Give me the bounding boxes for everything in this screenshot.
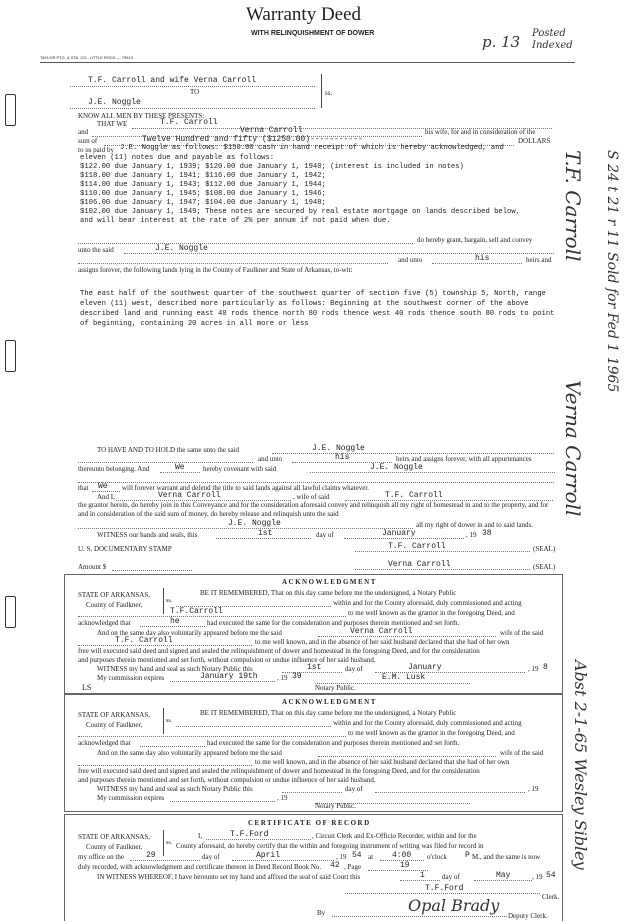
ack1-day-of: day of	[345, 665, 363, 673]
sum-value: Twelve Hundred and fifty ($1250.00)-----------	[142, 135, 363, 144]
grant-line	[78, 243, 413, 244]
ack1-month: January	[408, 663, 442, 672]
wife-of-label: , wife of said	[293, 493, 330, 501]
grantor-names: T.F. Carroll and wife Verna Carroll	[88, 76, 257, 85]
cert-m-label: M., and the same is now	[472, 853, 541, 861]
and-value: Verna Carroll	[240, 126, 303, 135]
ack1-husband-name: T.F. Carroll	[115, 636, 173, 645]
page-note: p. 13	[482, 33, 521, 51]
know-all-men: KNOW ALL MEN BY THESE PRESENTS:	[78, 112, 205, 120]
binder-hole-2	[5, 340, 16, 372]
cert-month: May	[496, 871, 511, 880]
cert-clerk-label: Clerk.	[542, 893, 560, 901]
grantor-line	[70, 86, 315, 87]
to-have-value: J.E. Noggle	[312, 444, 365, 453]
ack2-commission: My commission expires	[97, 794, 165, 802]
cert-day: 1	[420, 871, 425, 880]
cert-clerk-name: T.F.Ford	[230, 830, 269, 839]
cert-meridiem: P	[465, 851, 470, 860]
cert-office-day: 29	[146, 851, 156, 860]
posted-indexed-note: Posted Indexed	[532, 28, 573, 51]
thereunto-text: thereunto belonging. And	[78, 465, 150, 473]
to-have-label: TO HAVE AND TO HOLD the same unto the said	[97, 446, 239, 454]
parties-brace	[317, 74, 322, 108]
ack1-grantor-name: T.F.Carroll	[170, 607, 223, 616]
cert-page-no: 19	[400, 861, 410, 870]
ack1-ls: LS	[82, 683, 92, 692]
unto-said-label: unto the said	[78, 246, 114, 254]
ack1-commission-date: January 19th	[200, 672, 258, 681]
that-we-label: THAT WE	[97, 120, 128, 128]
ack2-pronoun-line	[140, 746, 205, 747]
notes-line-2: $122.00 due January 1, 1939; $120.00 due January 1, 1940; (interest is included in notes)	[80, 163, 464, 171]
witness-text: WITNESS our hands and seals, this	[97, 531, 198, 539]
ack2-year-prefix: , 19	[528, 785, 539, 793]
ack2-acknowledged: acknowledged that	[78, 739, 131, 747]
assigns-text: assigns forever, the following lands lying in the County of Faulkner and State of Arkansas, to-wit:	[78, 266, 353, 274]
ack1-witness-hand: WITNESS my hand and seal as such Notary Public this	[97, 665, 253, 673]
amount-label: Amount $	[78, 563, 107, 571]
ack1-remembered: BE IT REMEMBERED, That on this day came before me the undersigned, a Notary Public	[200, 589, 457, 597]
cert-at-label: at	[368, 853, 374, 861]
ack1-year: 8	[543, 663, 548, 672]
ack1-notary-label: Notary Public.	[315, 684, 356, 692]
margin-note-3: Verna Carroll	[561, 380, 585, 517]
witness-year: 38	[482, 529, 492, 538]
binder-hole-3	[5, 596, 16, 628]
ack2-notary-label: Notary Public.	[315, 802, 356, 810]
habendum-line-3	[78, 482, 554, 483]
habendum-line-2	[78, 462, 253, 463]
we-value: We	[175, 463, 185, 472]
and-unto-label: and unto	[398, 256, 423, 264]
ack1-free-will-1: free will executed said deed and signed and sealed the relinquishment of dower and homestead in the foregoing Deed, and for the consideration	[78, 647, 480, 655]
that-we-line-2	[92, 491, 120, 492]
ack1-grantor-known: to me well known as the grantor in the foregoing Deed, and	[348, 609, 515, 617]
witness-day: 1st	[258, 529, 273, 538]
ack1-commission-line	[170, 681, 275, 682]
ack1-had-executed: had executed the same for the consideration and purposes therein mentioned and set forth.	[207, 619, 460, 627]
binder-hole-1	[5, 94, 16, 126]
notes-line-5: $110.00 due January 1, 1945; $108.00 due January 1, 1946;	[80, 190, 326, 198]
notes-line-4: $114.00 due January 1, 1943; $112.00 due January 1, 1944;	[80, 181, 326, 189]
witness-month: January	[382, 529, 416, 538]
parties-ss: ss.	[325, 89, 333, 97]
seal-1: (SEAL)	[533, 545, 556, 553]
cert-day-of: day of	[202, 853, 220, 861]
cert-office-month-line	[232, 860, 334, 861]
stamp-label: U. S. DOCUMENTARY STAMP	[78, 545, 172, 553]
release-value: J.E. Noggle	[228, 519, 281, 528]
ack2-husband-line	[78, 765, 252, 766]
cert-deputy-label: Deputy Clerk.	[508, 912, 548, 920]
ack2-brace	[160, 708, 164, 734]
witness-day-of: day of	[316, 531, 334, 539]
covenant-line	[310, 472, 555, 473]
ack1-within: within and for the County aforesaid, duly commissioned and acting	[333, 599, 522, 607]
witness-day-line	[216, 538, 311, 539]
to-have-line	[272, 453, 554, 454]
ack1-wife-line	[318, 636, 496, 637]
cert-deputy-sig: Opal Brady	[408, 896, 500, 915]
signature-2-line	[355, 569, 530, 570]
ack2-had-executed: had executed the same for the consideration and purposes therein mentioned and set forth.	[207, 739, 460, 747]
ack2-within: within and for the County aforesaid, duly commissioned and acting	[333, 719, 522, 727]
cert-year: 54	[546, 871, 556, 880]
cert-heading: CERTIFICATE OF RECORD	[248, 819, 371, 827]
wife-of-value: T.F. Carroll	[385, 491, 443, 500]
amount-line	[112, 570, 192, 571]
we-value-2: We	[98, 482, 108, 491]
ack2-wife-line	[318, 756, 496, 757]
we-line	[160, 472, 200, 473]
grantee-line	[70, 108, 315, 109]
witness-year-prefix: , 19	[466, 531, 477, 539]
cert-recorded-text: duly recorded, with acknowledgment and certificate thereon in Deed Record Book No.	[78, 863, 322, 871]
ack1-heading: ACKNOWLEDGMENT	[282, 578, 377, 586]
ack1-same-day: And on the same day also voluntarily appeared before me the said	[97, 629, 282, 637]
printer-imprint: TAYLOR PTG. & STA. CO., LITTLE ROCK — 79513	[40, 55, 133, 60]
cert-in-witness: IN WITNESS WHEREOF, I have hereunto set my hand and affixed the seal of said Court this	[97, 873, 361, 881]
ack1-county: County of Faulkner,	[86, 601, 143, 609]
unto-said-value: J.E. Noggle	[155, 244, 208, 253]
ack1-pronoun-line	[140, 626, 205, 627]
notes-line-7: $102.00 due January 1, 1949; These notes are secured by real estate mortgage on lands described below,	[80, 208, 520, 216]
cert-i-label: I,	[198, 832, 203, 840]
paid-text: J.E. Noggle as follows: $150.00 cash in hand receipt of which is hereby acknowledged, and	[120, 144, 504, 152]
cert-month-line	[474, 880, 532, 881]
witness-month-line	[344, 538, 464, 539]
cert-oclock: o'clock	[427, 853, 447, 861]
cert-brace	[160, 830, 164, 856]
cert-state: STATE OF ARKANSAS,	[78, 833, 150, 841]
grant-text: do hereby grant, bargain, sell and convey	[417, 236, 533, 244]
legal-description: The east half of the southwest quarter of the southwest quarter of section five (5) township 5, North, range eleven (11) west, described more particularly as follows: Beginning at the southwest corner of the above described land and running east 40 rods thence north 80 rods thence west 40 rods thence south 80 rods to point of beginning, containing 20 acres in all more or less	[80, 290, 555, 328]
ack2-commission-year-prefix: , 19	[277, 794, 288, 802]
cert-office-month: April	[256, 851, 281, 860]
deed-subtitle: WITH RELINQUISHMENT OF DOWER	[251, 30, 375, 37]
margin-note-4: Abst 2-1-65 Wesley Sibley	[571, 660, 590, 870]
and-unto-2: and unto	[258, 455, 283, 463]
ack2-remembered: BE IT REMEMBERED, That on this day came before me the undersigned, a Notary Public	[200, 709, 457, 717]
ack1-state: STATE OF ARKANSAS,	[78, 591, 150, 599]
ack2-month-line	[375, 792, 525, 793]
cert-page-line	[368, 870, 428, 871]
ack2-ss: ss.	[166, 718, 173, 724]
cert-day-line	[400, 880, 440, 881]
ack1-notary-sig: E.M. Lusk	[382, 673, 426, 682]
that-label: that	[78, 484, 89, 492]
and-label: and	[78, 128, 89, 136]
paid-label: to us paid by	[78, 146, 114, 154]
ack2-same-day: And on the same day also voluntarily appeared before me the said	[97, 749, 282, 757]
cert-office-day-line	[130, 860, 200, 861]
dollars-label: DOLLARS	[518, 137, 551, 145]
sum-label: sum of	[78, 137, 98, 145]
ack1-wife-name: Verna Carroll	[350, 627, 413, 636]
notes-line-1: eleven (11) notes due and payable as follows:	[80, 154, 275, 162]
dower-text: the grantor herein, do hereby join in this Conveyance and for the consideration aforesaid convey and relinquish all my right of homestead in and to the property, and for and in consideration of the said sum of money, do hereby release and relinquish unto the said	[78, 501, 549, 518]
ack2-notary-line	[176, 726, 331, 727]
his-value-2: his	[335, 453, 350, 462]
ack1-free-will-2: and purposes therein mentioned and set forth, without compulsion or undue influence of her said husband.	[78, 656, 376, 664]
ack2-day-line	[282, 792, 342, 793]
his-wife-text: his wife, for and in consideration of the	[425, 128, 536, 136]
margin-note-1b: S 24 t 21 r 11 Sold for Fed 1 1965	[604, 150, 620, 393]
ack1-brace	[160, 588, 164, 614]
notes-line-3: $118.00 due January 1, 1941; $116.00 due January 1, 1942;	[80, 172, 326, 180]
margin-note-2: T.F. Carroll	[561, 150, 585, 262]
ack1-day: 1st	[307, 663, 322, 672]
cert-day-of-2: day of	[442, 873, 460, 881]
ack1-commission-year: 39	[292, 672, 302, 681]
cert-deputy-line	[332, 916, 507, 917]
cert-office-on: my office on the	[78, 853, 124, 861]
cert-office-time: 4:00	[392, 851, 412, 860]
and-i-label: And I,	[97, 493, 115, 501]
cert-county: County of Faulkner,	[86, 843, 143, 851]
ack2-state: STATE OF ARKANSAS,	[78, 711, 150, 719]
ack2-absence: to me well known, and in the absence of her said husband declared that she had of her own	[255, 758, 510, 766]
ack1-commission-year-prefix: , 19	[277, 674, 288, 682]
ack1-absence: to me well known, and in the absence of her said husband declared that she had of her own	[255, 638, 510, 646]
deed-title: Warranty Deed	[246, 4, 362, 25]
cert-office-year: 54	[352, 851, 362, 860]
signature-1-line	[355, 551, 530, 552]
ack2-county: County of Faulkner,	[86, 721, 143, 729]
ack2-witness-hand: WITNESS my hand and seal as such Notary Public this	[97, 785, 253, 793]
cert-clerk-sig-line	[345, 893, 540, 894]
signature-2: Verna Carroll	[388, 560, 451, 569]
and-i-value: Verna Carroll	[158, 491, 221, 500]
cert-page-label: , Page	[344, 863, 362, 871]
cert-book-no: 42	[330, 861, 340, 870]
ack1-year-prefix: , 19	[528, 665, 539, 673]
dower-end-text: all my right of dower in and to said lands.	[416, 521, 534, 529]
release-line	[78, 528, 413, 529]
ack2-day-of: day of	[345, 785, 363, 793]
ack1-pronoun: he	[170, 617, 180, 626]
ack2-commission-line	[170, 801, 275, 802]
cert-clerk-line	[206, 839, 311, 840]
grantee-name: J.E. Noggle	[88, 98, 141, 107]
ack1-husband-line	[78, 645, 252, 646]
heirs-assigns-text: heirs and assigns forever, with all appurtenances	[396, 455, 532, 463]
signature-1: T.F. Carroll	[388, 542, 446, 551]
cert-clerk-sig: T.F.Ford	[425, 884, 464, 893]
ack1-ss: ss.	[166, 598, 173, 604]
covenant-text: hereby covenant with said	[203, 465, 277, 473]
cert-county-text: County aforesaid, do hereby certify that the within and foregoing instrument of writing was filed for record in	[176, 842, 484, 850]
that-we-value: T.F. Carroll	[160, 118, 218, 127]
ack2-free-will-2: and purposes therein mentioned and set forth, without compulsion or undue influence of her said husband.	[78, 776, 376, 784]
cert-year-prefix: , 19	[336, 853, 347, 861]
ack2-grantor-known: to me well known as the grantor in the foregoing Deed, and	[348, 729, 515, 737]
his-line	[432, 263, 522, 264]
to-label: TO	[190, 88, 200, 96]
his-value: his	[475, 254, 490, 263]
cert-circuit-clerk: , Circuit Clerk and Ex-Officio Recorder, within and for the	[312, 832, 477, 840]
heirs-and-label: heirs and	[526, 256, 552, 264]
cert-ss: ss.	[166, 840, 173, 846]
ack2-free-will-1: free will executed said deed and signed and sealed the relinquishment of dower and homestead in the foregoing Deed, and for the consideration	[78, 767, 480, 775]
ack2-grantor-line	[78, 736, 346, 737]
ack1-wife-of-said: wife of the said	[500, 629, 544, 637]
cert-by-label: By	[317, 909, 326, 917]
unto-line-2	[78, 263, 388, 264]
header-rule	[40, 62, 575, 63]
ack1-acknowledged: acknowledged that	[78, 619, 131, 627]
unto-said-line	[124, 253, 554, 254]
notes-line-6: $106.00 due January 1, 1947; $104.00 due January 1, 1948;	[80, 199, 326, 207]
covenant-value: J.E. Noggle	[370, 463, 423, 472]
ack1-commission: My commission expires	[97, 674, 165, 682]
notes-line-8: and will bear interest at the rate of 2% per annum if not paid when due.	[80, 217, 391, 225]
ack1-grantor-line	[78, 616, 346, 617]
cert-year-prefix-2: , 19	[532, 873, 543, 881]
seal-2: (SEAL)	[533, 563, 556, 571]
ack1-day-line	[282, 672, 342, 673]
ack2-wife-of-said: wife of the said	[500, 749, 544, 757]
ack2-heading: ACKNOWLEDGMENT	[282, 698, 377, 706]
will-forever-text: will forever warrant and defend the title to said lands against all lawful claims whatever.	[122, 484, 370, 492]
